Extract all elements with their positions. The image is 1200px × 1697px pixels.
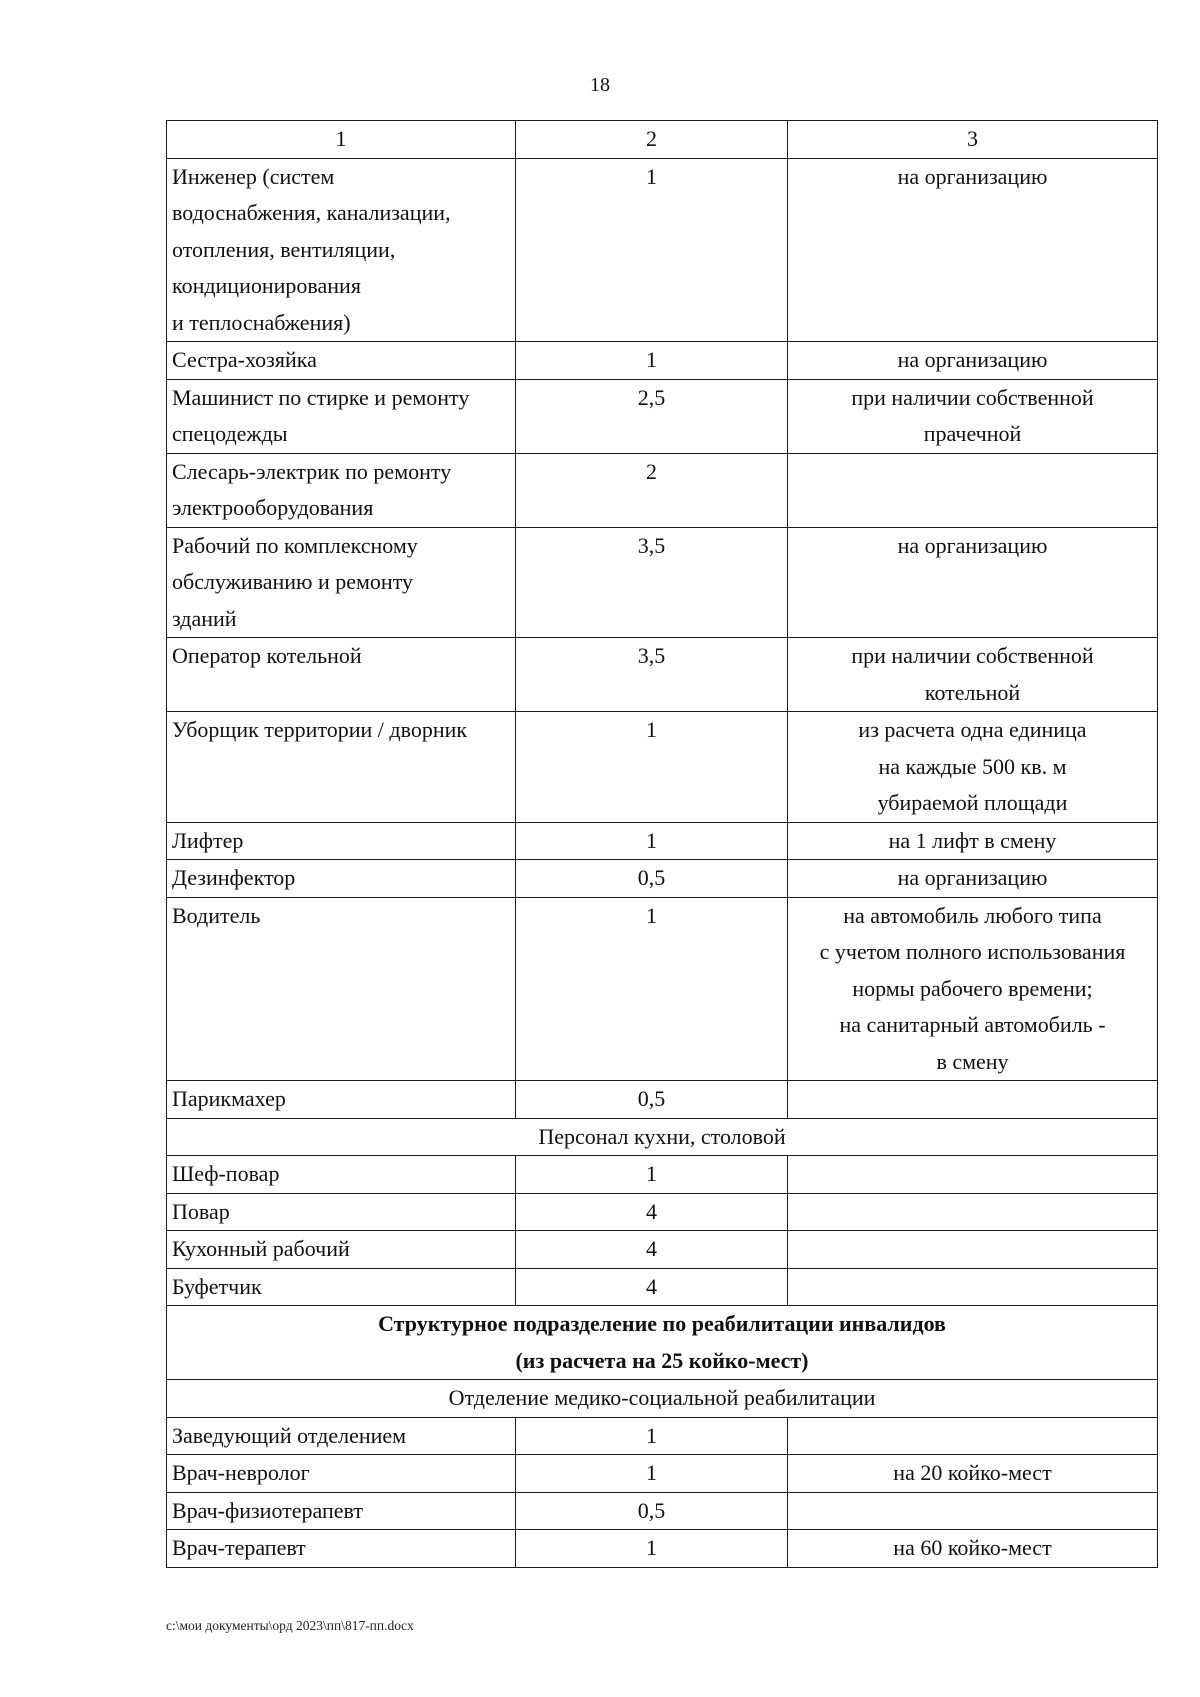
position-name: Кухонный рабочий (167, 1231, 516, 1269)
staff-count: 1 (516, 1156, 788, 1194)
section-heading-rehabilitation: Структурное подразделение по реабилитации инвалидов (из расчета на 25 койко-мест) (167, 1306, 1158, 1380)
note: на 1 лифт в смену (788, 822, 1158, 860)
note: на 20 койко-мест (788, 1455, 1158, 1493)
table-row (167, 1417, 1158, 1455)
table-row (167, 712, 1158, 823)
staffing-table (166, 120, 1158, 1568)
note: при наличии собственной прачечной (788, 379, 1158, 453)
position-name: Врач-терапевт (167, 1530, 516, 1568)
table-row (167, 1193, 1158, 1231)
table-row (167, 342, 1158, 380)
position-name: Врач-физиотерапевт (167, 1492, 516, 1530)
column-header-2: 2 (516, 121, 788, 159)
table-row (167, 379, 1158, 453)
position-name: Повар (167, 1193, 516, 1231)
position-name: Сестра-хозяйка (167, 342, 516, 380)
table-row (167, 1268, 1158, 1306)
note: из расчета одна единица на каждые 500 кв. м убираемой площади (788, 712, 1158, 823)
position-name: Уборщик территории / дворник (167, 712, 516, 823)
column-header-1: 1 (167, 121, 516, 159)
note (788, 453, 1158, 527)
staff-count: 1 (516, 1417, 788, 1455)
staff-count: 1 (516, 1455, 788, 1493)
position-name: Слесарь-электрик по ремонту электрооборудования (167, 453, 516, 527)
table-header-row (167, 121, 1158, 159)
staff-count: 2,5 (516, 379, 788, 453)
position-name: Дезинфектор (167, 860, 516, 898)
note (788, 1492, 1158, 1530)
position-name: Оператор котельной (167, 638, 516, 712)
note (788, 1268, 1158, 1306)
staff-count: 1 (516, 158, 788, 342)
staff-count: 1 (516, 342, 788, 380)
position-name: Инженер (систем водоснабжения, канализации, отопления, вентиляции, кондиционирования и теплоснабжения) (167, 158, 516, 342)
note: на организацию (788, 860, 1158, 898)
staff-count: 1 (516, 712, 788, 823)
position-name: Лифтер (167, 822, 516, 860)
position-name: Рабочий по комплексному обслуживанию и ремонту зданий (167, 527, 516, 638)
staff-count: 1 (516, 897, 788, 1081)
staff-count: 3,5 (516, 527, 788, 638)
table-row (167, 1455, 1158, 1493)
staff-count: 0,5 (516, 1492, 788, 1530)
note (788, 1231, 1158, 1269)
table-row (167, 897, 1158, 1081)
table-row (167, 1530, 1158, 1568)
footer-file-path: c:\мои документы\орд 2023\пп\817-пп.docx (166, 1618, 414, 1633)
table-row (167, 1492, 1158, 1530)
section-row (167, 1118, 1158, 1156)
table-row (167, 1156, 1158, 1194)
section-heading-medsoc: Отделение медико-социальной реабилитации (167, 1380, 1158, 1418)
note: при наличии собственной котельной (788, 638, 1158, 712)
staff-count: 0,5 (516, 1081, 788, 1119)
table-row (167, 158, 1158, 342)
position-name: Машинист по стирке и ремонту спецодежды (167, 379, 516, 453)
note (788, 1417, 1158, 1455)
staff-count: 4 (516, 1193, 788, 1231)
note: на организацию (788, 527, 1158, 638)
table-row (167, 638, 1158, 712)
table-row (167, 822, 1158, 860)
position-name: Буфетчик (167, 1268, 516, 1306)
position-name: Парикмахер (167, 1081, 516, 1119)
note (788, 1081, 1158, 1119)
note (788, 1193, 1158, 1231)
staff-count: 0,5 (516, 860, 788, 898)
note (788, 1156, 1158, 1194)
section-row (167, 1306, 1158, 1380)
table-row (167, 453, 1158, 527)
staff-count: 4 (516, 1268, 788, 1306)
staff-count: 1 (516, 1530, 788, 1568)
position-name: Заведующий отделением (167, 1417, 516, 1455)
staff-count: 2 (516, 453, 788, 527)
page-number: 18 (590, 74, 610, 96)
table-row (167, 860, 1158, 898)
position-name: Водитель (167, 897, 516, 1081)
table-row (167, 527, 1158, 638)
section-row (167, 1380, 1158, 1418)
staff-count: 4 (516, 1231, 788, 1269)
position-name: Шеф-повар (167, 1156, 516, 1194)
note: на организацию (788, 342, 1158, 380)
table-row (167, 1231, 1158, 1269)
column-header-3: 3 (788, 121, 1158, 159)
position-name: Врач-невролог (167, 1455, 516, 1493)
note: на автомобиль любого типа с учетом полного использования нормы рабочего времени; на санитарный автомобиль - в смену (788, 897, 1158, 1081)
note: на организацию (788, 158, 1158, 342)
section-heading-kitchen: Персонал кухни, столовой (167, 1118, 1158, 1156)
note: на 60 койко-мест (788, 1530, 1158, 1568)
staff-count: 1 (516, 822, 788, 860)
table-row (167, 1081, 1158, 1119)
staff-count: 3,5 (516, 638, 788, 712)
